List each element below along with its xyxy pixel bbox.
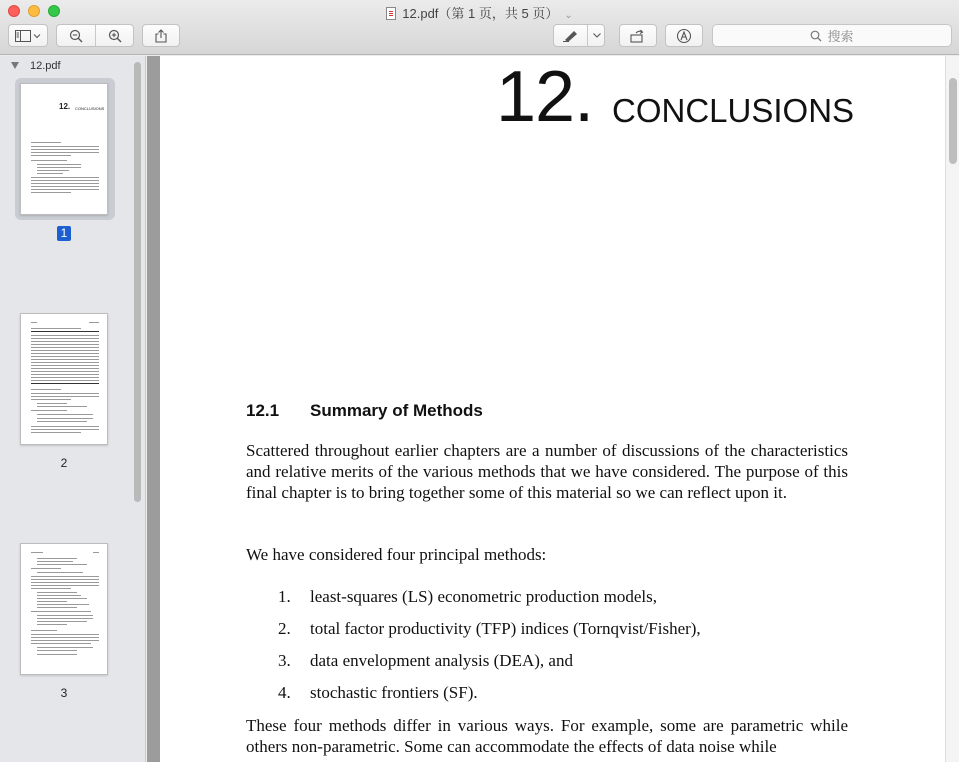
section-title: Summary of Methods xyxy=(310,401,483,420)
thumbnail-heading-word: CONCLUSIONS xyxy=(75,106,105,111)
list-item xyxy=(278,587,657,607)
list-item xyxy=(278,683,478,703)
body-paragraph: We have considered four principal methods: xyxy=(246,545,547,564)
page-thumbnail-image xyxy=(20,543,108,675)
markup-toolbar-button[interactable] xyxy=(665,24,703,47)
sidebar-file-header[interactable] xyxy=(0,56,146,76)
sidebar-scrollbar[interactable] xyxy=(134,62,141,502)
page-thumbnail-image xyxy=(20,313,108,445)
list-item xyxy=(278,619,701,639)
highlight-segmented-control xyxy=(553,24,605,47)
section-number: 12.1 xyxy=(246,401,280,420)
share-button[interactable] xyxy=(142,24,180,47)
window-toolbar xyxy=(0,0,959,55)
highlighter-icon xyxy=(563,30,579,42)
markup-pen-icon xyxy=(676,28,692,44)
chevron-down-icon xyxy=(593,33,601,38)
document-scrollbar[interactable] xyxy=(945,56,959,762)
chapter-number: 12. xyxy=(496,57,594,137)
highlight-button[interactable] xyxy=(554,25,587,46)
document-scrollbar-thumb[interactable] xyxy=(949,78,957,164)
zoom-out-icon xyxy=(69,29,83,43)
body-paragraph: These four methods differ in various ways. For example, some are parametric while others non-parametric. Some can accommodate the effects of data noise while xyxy=(246,716,848,756)
page-thumbnail-1[interactable] xyxy=(15,78,115,220)
page-thumbnail-image xyxy=(20,83,108,215)
pdf-page xyxy=(160,56,945,762)
search-placeholder: 搜索 xyxy=(827,29,854,44)
thumbnail-sidebar xyxy=(0,56,146,762)
page-thumbnail-2[interactable] xyxy=(15,308,115,450)
list-item-number: 1. xyxy=(278,587,291,606)
zoom-segmented-control xyxy=(56,24,134,47)
chapter-title: CONCLUSIONS xyxy=(612,92,855,129)
highlight-options-button[interactable] xyxy=(588,25,605,46)
zoom-in-icon xyxy=(108,29,122,43)
search-icon xyxy=(810,30,822,42)
page-number-label: 2 xyxy=(60,456,68,470)
sidebar-icon xyxy=(15,30,41,42)
search-field[interactable] xyxy=(712,24,952,47)
zoom-in-button[interactable] xyxy=(96,25,134,46)
list-item xyxy=(278,651,573,671)
list-item-text: least-squares (LS) econometric production models, xyxy=(310,587,657,606)
body-paragraph: Scattered throughout earlier chapters are a number of discussions of the characteristics and relative merits of the various methods that we have considered. The purpose of this final chapter is to bring together some of this material so we can reflect upon it. xyxy=(246,441,848,502)
list-item-number: 2. xyxy=(278,619,291,638)
zoom-out-button[interactable] xyxy=(57,25,95,46)
document-view[interactable] xyxy=(147,56,959,762)
window-title: 12.pdf（第 1 页，共 5 页） xyxy=(402,6,559,21)
list-item-text: data envelopment analysis (DEA), and xyxy=(310,651,573,670)
sidebar-file-name: 12.pdf xyxy=(30,60,61,72)
disclosure-triangle-icon[interactable] xyxy=(11,62,19,69)
list-item-text: total factor productivity (TFP) indices (Tornqvist/Fisher), xyxy=(310,619,701,638)
window-title-area[interactable] xyxy=(0,3,959,22)
list-item-number: 3. xyxy=(278,651,291,670)
page-thumbnail-3[interactable] xyxy=(15,538,115,680)
list-item-number: 4. xyxy=(278,683,291,702)
rotate-button[interactable] xyxy=(619,24,657,47)
chevron-down-icon: ⌄ xyxy=(564,10,573,21)
page-number-label: 1 xyxy=(57,226,71,241)
sidebar-view-button[interactable] xyxy=(8,24,48,47)
thumbnail-heading-number: 12. xyxy=(59,102,71,111)
list-item-text: stochastic frontiers (SF). xyxy=(310,683,478,702)
rotate-icon xyxy=(630,29,646,43)
share-icon xyxy=(155,29,167,43)
pdf-document-icon xyxy=(386,7,396,20)
page-number-label: 3 xyxy=(60,686,68,700)
